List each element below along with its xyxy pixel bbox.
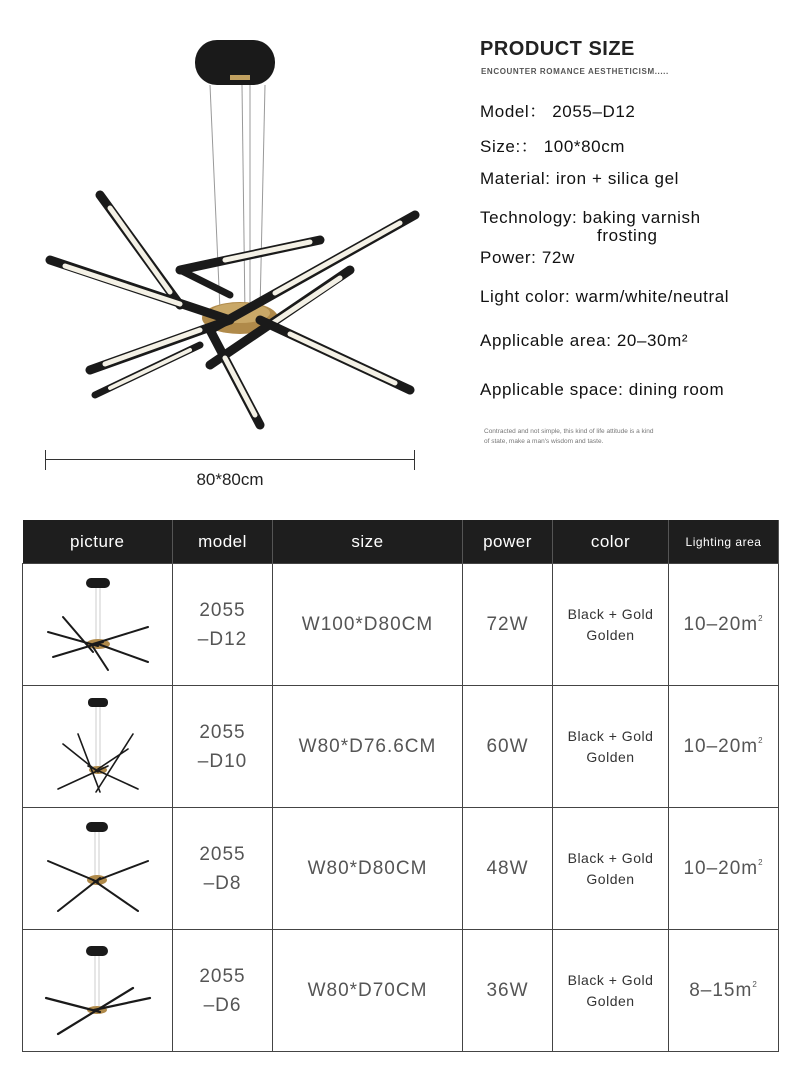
spec-subtitle: ENCOUNTER ROMANCE AESTHETICISM..... [481, 67, 669, 76]
row-power: 36W [463, 930, 553, 1052]
row-picture [23, 930, 173, 1052]
table-row [23, 564, 779, 686]
fine-print-1: Contracted and not simple, this kind of life attitude is a kind [484, 428, 654, 435]
header-color: color [553, 520, 669, 564]
row-area: $10-20m^2$ [669, 564, 779, 686]
row-model: 2055 –D10 [173, 686, 273, 808]
spec-material: Material: iron + silica gel [480, 169, 680, 188]
row-area: $10-20m^2$ [669, 686, 779, 808]
dimension-line [45, 450, 415, 470]
chandelier-image [30, 30, 430, 440]
row-size: W100*D80CM [273, 564, 463, 686]
spec-technology: Technology: baking varnish [480, 208, 701, 227]
thumbnail-d6 [38, 938, 158, 1043]
thumbnail-d10 [38, 694, 158, 799]
fine-print-2: of state, make a man's wisdom and taste. [484, 438, 604, 445]
row-power: 72W [463, 564, 553, 686]
spec-title: PRODUCT SIZE [480, 38, 635, 60]
row-picture [23, 808, 173, 930]
thumbnail-d12 [38, 572, 158, 677]
header-lighting-area: Lighting area [669, 520, 779, 564]
spec-space: Applicable space: dining room [480, 380, 725, 399]
spec-technology-cont: frosting [597, 226, 658, 245]
header-power: power [463, 520, 553, 564]
row-picture [23, 686, 173, 808]
spec-light-color: Light color: warm/white/neutral [480, 287, 730, 306]
table-row [23, 686, 779, 808]
row-power: 48W [463, 808, 553, 930]
dimension-label: 80*80cm [196, 470, 264, 489]
row-model: 2055 –D6 [173, 930, 273, 1052]
spec-area: Applicable area: 20–30m² [480, 331, 689, 350]
table-row [23, 930, 779, 1052]
row-size: W80*D70CM [273, 930, 463, 1052]
row-power: 60W [463, 686, 553, 808]
row-size: W80*D80CM [273, 808, 463, 930]
row-size: W80*D76.6CM [273, 686, 463, 808]
spec-table [22, 520, 779, 1052]
row-area: $8-15m^2$ [669, 930, 779, 1052]
thumbnail-d8 [38, 816, 158, 921]
spec-size: Size:： 100*80cm [480, 137, 626, 156]
row-area: $10-20m^2$ [669, 808, 779, 930]
row-color: Black + Gold Golden [553, 564, 669, 686]
spec-power: Power: 72w [480, 248, 575, 267]
row-color: Black + Gold Golden [553, 930, 669, 1052]
table-row [23, 808, 779, 930]
row-model: 2055 –D8 [173, 808, 273, 930]
row-color: Black + Gold Golden [553, 686, 669, 808]
row-model: 2055 –D12 [173, 564, 273, 686]
header-size: size [273, 520, 463, 564]
header-model: model [173, 520, 273, 564]
spec-model: Model： 2055–D12 [480, 102, 636, 121]
header-picture: picture [23, 520, 173, 564]
row-picture [23, 564, 173, 686]
product-hero [0, 0, 790, 500]
row-color: Black + Gold Golden [553, 808, 669, 930]
